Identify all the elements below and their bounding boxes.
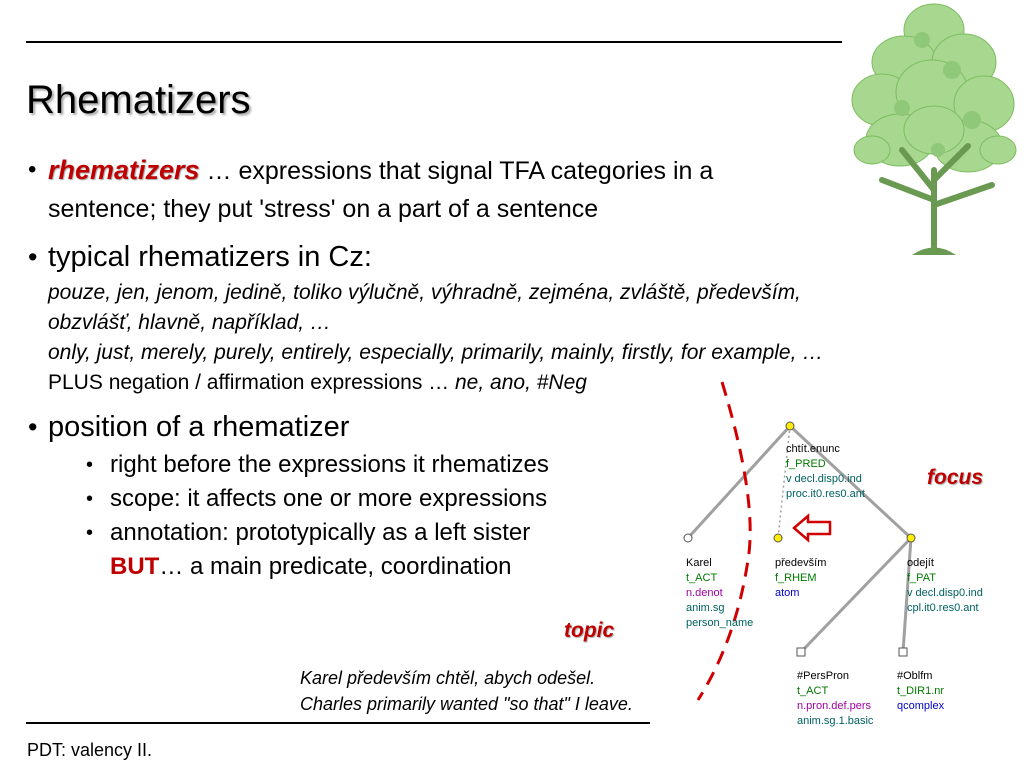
root-gram-2: proc.it0.res0.ant [786,488,865,500]
node-oblfm [899,648,907,656]
root-node-labels [786,442,865,502]
english-rhematizers-line: only, just, merely, purely, entirely, especially, primarily, mainly, firstly, for example, … [48,341,824,364]
perspron-node-labels [797,669,873,729]
karel-node-labels [686,556,753,631]
karel-gram-2: anim.sg [686,602,725,614]
karel-lemma: Karel [686,557,712,569]
node-perspron [797,648,805,656]
example-czech: Karel především chtěl, abych odešel. [300,668,596,688]
topic-label: topic [564,619,615,642]
example-english: Charles primarily wanted "so that" I leave. [300,694,633,714]
bullet-1-definition: … expressions that signal TFA categories in a [199,157,714,185]
sub-bullet-dot-1: • [86,454,94,476]
odejit-lemma: odejít [907,557,934,569]
perspron-gram-2: anim.sg.1.basic [797,715,874,727]
footer-text: PDT: valency II. [27,740,153,760]
arrow-left-icon [794,516,830,540]
negation-prefix: PLUS negation / affirmation expressions … [48,371,455,394]
negation-examples: ne, ano, #Neg [455,371,587,394]
czech-rhematizers-line-1: pouze, jen, jenom, jedině, toliko výlučně, výhradně, zejména, zvláště, především, [48,281,801,304]
bullet-dot-1: • [28,156,37,183]
odejit-node-labels [907,556,983,616]
but-rest: … a main predicate, coordination [159,553,512,580]
bullet-1-line-2: sentence; they put 'stress' on a part of a sentence [48,195,599,223]
sub-bullet-2: scope: it affects one or more expressions [110,485,548,512]
bullet-2-heading: typical rhematizers in Cz: [48,241,372,273]
oblfm-gram: qcomplex [897,700,945,712]
bottom-rule [26,722,650,724]
predevsim-node-labels [775,556,826,601]
oblfm-node-labels [897,669,944,714]
bullet-dot-2: • [28,242,38,272]
oblfm-lemma: #Oblfm [897,670,933,682]
karel-gram-3: person_name [686,617,754,629]
karel-gram-1: n.denot [686,587,723,599]
odejit-gram-2: cpl.it0.res0.ant [907,602,979,614]
odejit-gram-1: v decl.disp0.ind [907,587,983,599]
perspron-gram-1: n.pron.def.pers [797,700,871,712]
root-lemma: chtít.enunc [786,443,840,455]
predevsim-lemma: především [775,557,827,569]
root-functor: f_PRED [786,458,826,470]
bullet-dot-3: • [28,412,38,442]
rhematizers-term: rhematizers [48,155,200,185]
topic-focus-boundary [698,382,750,700]
sub-bullet-3: annotation: prototypically as a left sister [110,519,531,546]
karel-functor: t_ACT [686,572,718,584]
czech-rhematizers-line-2: obzvlášť, hlavně, například, … [48,311,331,334]
edge-root-karel [688,426,790,538]
sub-bullet-dot-2: • [86,488,94,510]
predevsim-functor: f_RHEM [775,572,817,584]
node-predevsim [774,534,782,542]
slide-title: Rhematizers [26,78,251,122]
node-karel [684,534,692,542]
perspron-lemma: #PersPron [797,670,849,682]
oblfm-functor: t_DIR1.nr [897,685,945,697]
but-keyword: BUT [110,553,160,580]
focus-label: focus [927,466,984,489]
node-odejit [907,534,915,542]
sub-bullet-dot-3: • [86,522,94,544]
predevsim-gram: atom [775,587,800,599]
odejit-functor: f_PAT [907,572,936,584]
sub-bullet-1: right before the expressions it rhematizes [110,451,549,478]
node-root [786,422,794,430]
bullet-3-heading: position of a rhematizer [48,411,350,443]
perspron-functor: t_ACT [797,685,829,697]
root-gram-1: v decl.disp0.ind [786,473,862,485]
